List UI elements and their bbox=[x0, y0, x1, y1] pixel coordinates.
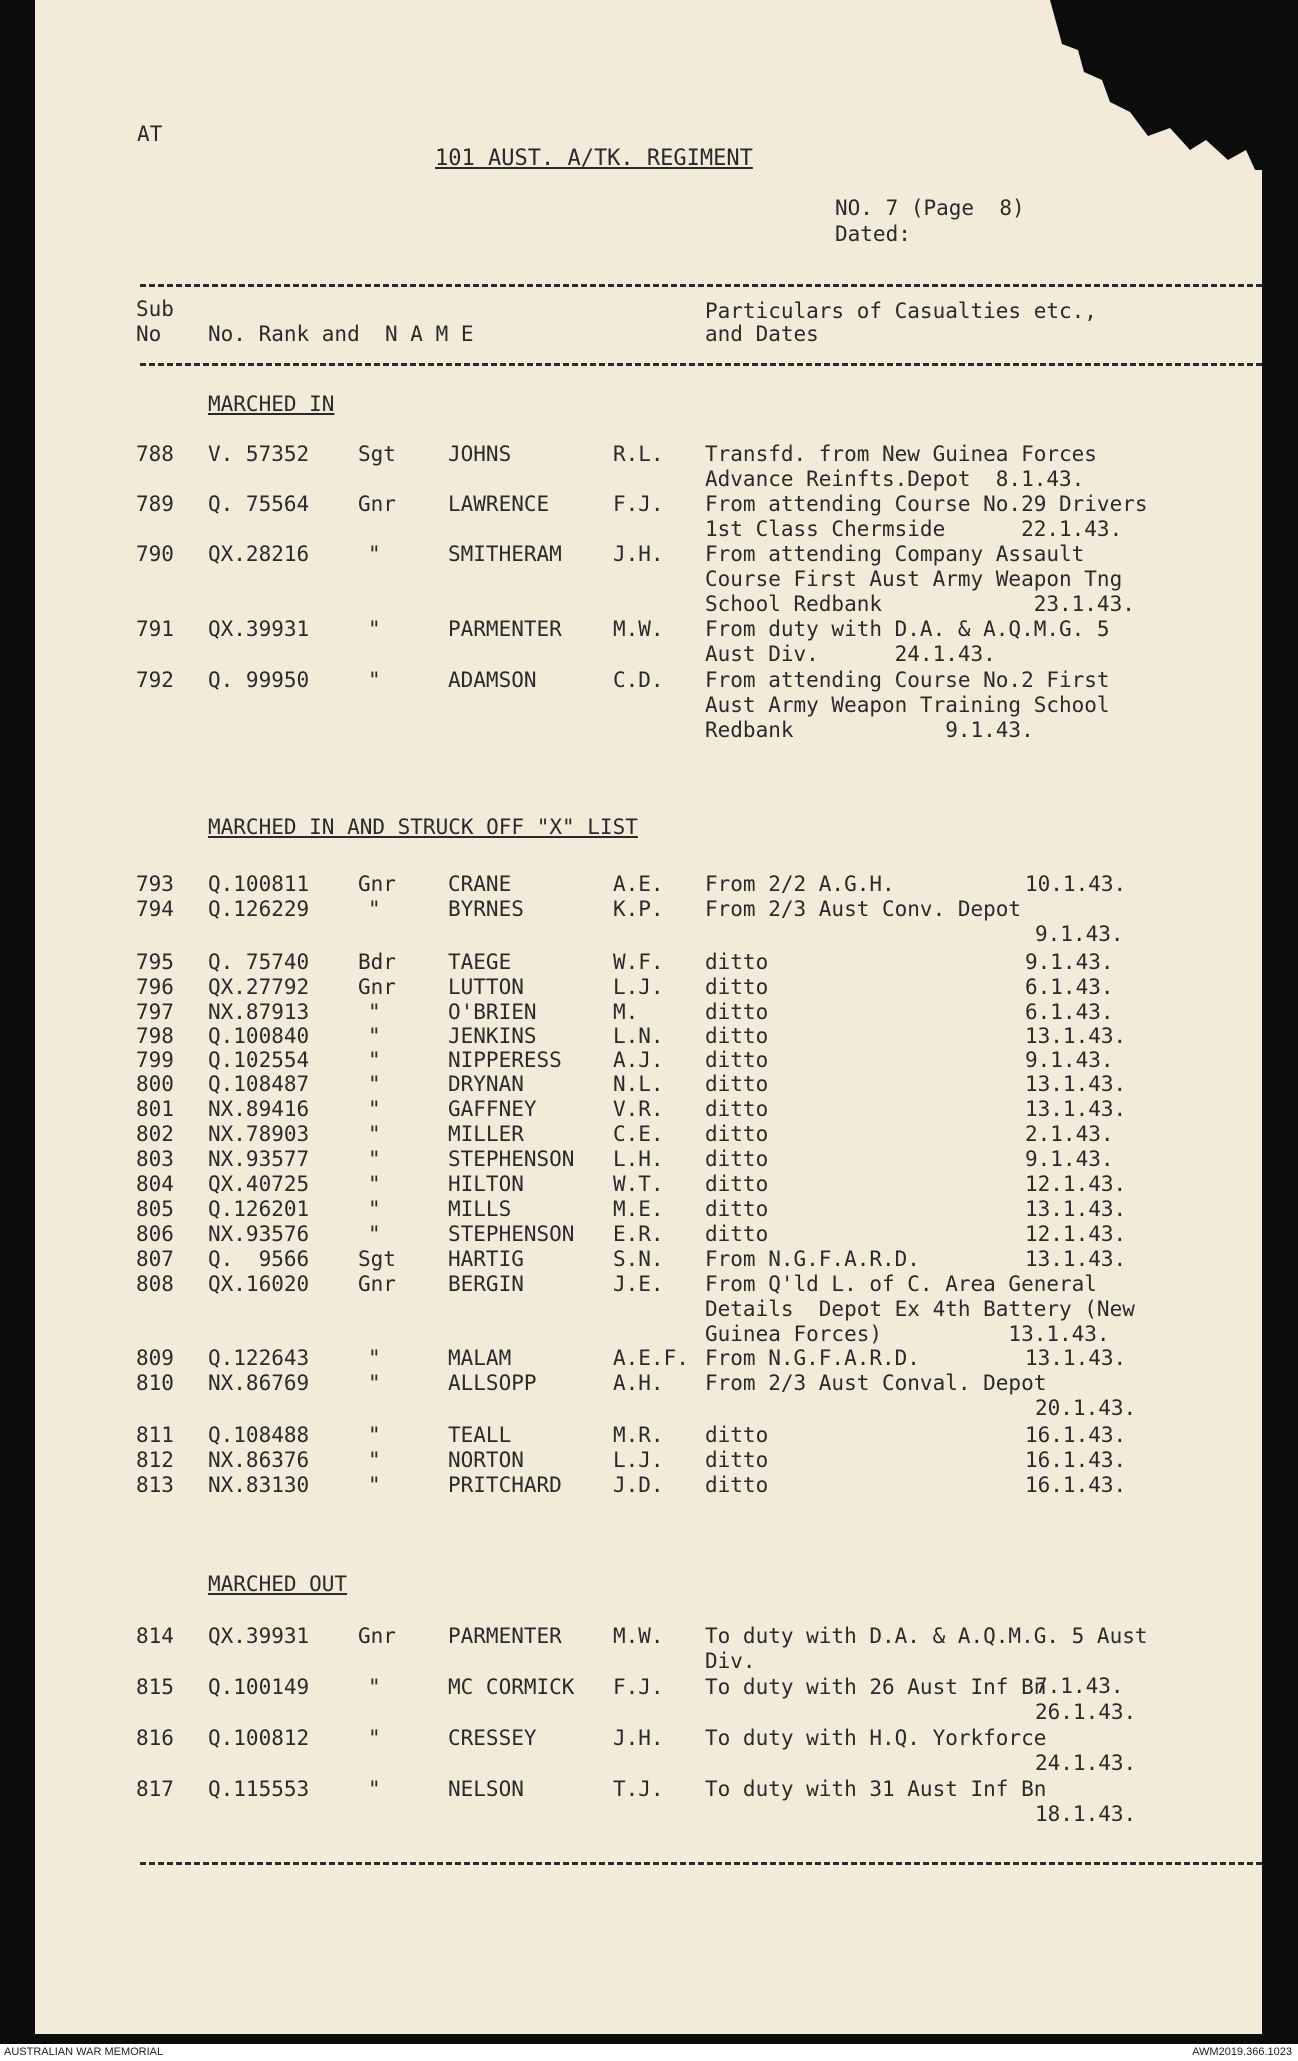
entry-particulars-line: From N.G.F.A.R.D. bbox=[705, 1247, 920, 1271]
entry-particulars-line: ditto bbox=[705, 1147, 769, 1171]
entry-sub-number: 789 bbox=[136, 492, 174, 516]
entry-sub-number: 817 bbox=[136, 1777, 174, 1801]
entry-name: MC CORMICK bbox=[448, 1675, 575, 1699]
entry-sub-number: 800 bbox=[136, 1072, 174, 1096]
header-sub: Sub bbox=[136, 297, 174, 321]
entry-rank: " bbox=[368, 1000, 381, 1024]
entry-service-number: Q.108488 bbox=[208, 1423, 310, 1447]
entry-sub-number: 815 bbox=[136, 1675, 174, 1699]
entry-rank: " bbox=[368, 617, 381, 641]
entry-name: CRESSEY bbox=[448, 1726, 537, 1750]
entry-rank: Bdr bbox=[358, 950, 396, 974]
entry-particulars-line: From N.G.F.A.R.D. bbox=[705, 1346, 920, 1370]
entry-sub-number: 791 bbox=[136, 617, 174, 641]
entry-rank: Gnr bbox=[358, 872, 396, 896]
entry-service-number: Q.100812 bbox=[208, 1726, 310, 1750]
entry-name: STEPHENSON bbox=[448, 1147, 575, 1171]
entry-particulars-line: 13.1.43. bbox=[1025, 1197, 1127, 1221]
entry-initials: A.J. bbox=[613, 1048, 664, 1072]
entry-initials: W.T. bbox=[613, 1172, 664, 1196]
entry-particulars-line: From 2/3 Aust Conv. Depot bbox=[705, 897, 1022, 921]
entry-rank: " bbox=[368, 1777, 381, 1801]
entry-rank: " bbox=[368, 1147, 381, 1171]
entry-particulars-line: Details Depot Ex 4th Battery (New bbox=[705, 1297, 1135, 1321]
entry-rank: " bbox=[368, 1726, 381, 1750]
entry-particulars-line: Aust Div. 24.1.43. bbox=[705, 642, 996, 666]
entry-sub-number: 792 bbox=[136, 668, 174, 692]
entry-rank: " bbox=[368, 1048, 381, 1072]
entry-rank: " bbox=[368, 542, 381, 566]
entry-service-number: QX.39931 bbox=[208, 617, 310, 641]
entry-sub-number: 812 bbox=[136, 1448, 174, 1472]
entry-particulars-line: Guinea Forces) 13.1.43. bbox=[705, 1322, 1110, 1346]
entry-sub-number: 806 bbox=[136, 1222, 174, 1246]
entry-initials: J.D. bbox=[613, 1473, 664, 1497]
entry-particulars-line: From 2/2 A.G.H. bbox=[705, 872, 895, 896]
divider-header bbox=[140, 363, 1262, 366]
divider-top bbox=[140, 284, 1262, 287]
entry-rank: Gnr bbox=[358, 1272, 396, 1296]
entry-service-number: NX.83130 bbox=[208, 1473, 310, 1497]
entry-particulars-line: ditto bbox=[705, 1473, 769, 1497]
footer-left: AUSTRALIAN WAR MEMORIAL bbox=[4, 2046, 164, 2058]
entry-sub-number: 793 bbox=[136, 872, 174, 896]
entry-rank: " bbox=[368, 1675, 381, 1699]
entry-name: CRANE bbox=[448, 872, 512, 896]
document-sheet bbox=[35, 0, 1262, 2034]
entry-rank: " bbox=[368, 1024, 381, 1048]
entry-initials: W.F. bbox=[613, 950, 664, 974]
entry-service-number: Q.108487 bbox=[208, 1072, 310, 1096]
entry-service-number: Q.100149 bbox=[208, 1675, 310, 1699]
entry-rank: " bbox=[368, 1072, 381, 1096]
entry-service-number: Q.102554 bbox=[208, 1048, 310, 1072]
entry-particulars-line: 2.1.43. bbox=[1025, 1122, 1114, 1146]
entry-particulars-line: ditto bbox=[705, 1222, 769, 1246]
entry-sub-number: 805 bbox=[136, 1197, 174, 1221]
entry-initials: T.J. bbox=[613, 1777, 664, 1801]
entry-particulars-line: 9.1.43. bbox=[1025, 950, 1114, 974]
entry-particulars-line: 26.1.43. bbox=[1035, 1700, 1137, 1724]
entry-name: LAWRENCE bbox=[448, 492, 550, 516]
entry-particulars-line: Redbank 9.1.43. bbox=[705, 718, 1034, 742]
entry-particulars-line: 1st Class Chermside 22.1.43. bbox=[705, 517, 1123, 541]
torn-corner bbox=[1020, 0, 1262, 170]
entry-sub-number: 798 bbox=[136, 1024, 174, 1048]
entry-particulars-line: Course First Aust Army Weapon Tng bbox=[705, 567, 1123, 591]
entry-particulars-line: 12.1.43. bbox=[1025, 1172, 1127, 1196]
entry-name: JOHNS bbox=[448, 442, 512, 466]
header-rank-name: No. Rank and N A M E bbox=[208, 322, 474, 346]
entry-rank: Gnr bbox=[358, 975, 396, 999]
entry-particulars-line: 6.1.43. bbox=[1025, 975, 1114, 999]
entry-particulars-line: ditto bbox=[705, 1448, 769, 1472]
entry-rank: " bbox=[368, 1222, 381, 1246]
section-heading: MARCHED OUT bbox=[208, 1572, 348, 1596]
entry-service-number: NX.93577 bbox=[208, 1147, 310, 1171]
entry-initials: A.E.F. bbox=[613, 1346, 689, 1370]
entry-initials: A.H. bbox=[613, 1371, 664, 1395]
entry-name: NIPPERESS bbox=[448, 1048, 562, 1072]
entry-particulars-line: ditto bbox=[705, 1048, 769, 1072]
header-particulars: Particulars of Casualties etc., bbox=[705, 299, 1097, 323]
entry-particulars-line: ditto bbox=[705, 1423, 769, 1447]
entry-particulars-line: 9.1.43. bbox=[1025, 1048, 1114, 1072]
entry-rank: " bbox=[368, 1097, 381, 1121]
entry-particulars-line: To duty with 26 Aust Inf Bn bbox=[705, 1675, 1047, 1699]
entry-rank: Gnr bbox=[358, 492, 396, 516]
entry-name: TAEGE bbox=[448, 950, 512, 974]
entry-initials: A.E. bbox=[613, 872, 664, 896]
entry-initials: L.J. bbox=[613, 1448, 664, 1472]
entry-service-number: QX.16020 bbox=[208, 1272, 310, 1296]
entry-initials: M.W. bbox=[613, 1624, 664, 1648]
entry-rank: " bbox=[368, 1172, 381, 1196]
entry-sub-number: 813 bbox=[136, 1473, 174, 1497]
entry-initials: R.L. bbox=[613, 442, 664, 466]
entry-particulars-line: Aust Army Weapon Training School bbox=[705, 693, 1110, 717]
entry-particulars-line: To duty with D.A. & A.Q.M.G. 5 Aust bbox=[705, 1624, 1148, 1648]
entry-initials: M.R. bbox=[613, 1423, 664, 1447]
entry-rank: " bbox=[368, 1423, 381, 1447]
at-label: AT bbox=[137, 122, 163, 146]
entry-particulars-line: ditto bbox=[705, 975, 769, 999]
entry-sub-number: 811 bbox=[136, 1423, 174, 1447]
entry-name: DRYNAN bbox=[448, 1072, 524, 1096]
entry-name: NELSON bbox=[448, 1777, 524, 1801]
entry-particulars-line: From duty with D.A. & A.Q.M.G. 5 bbox=[705, 617, 1110, 641]
entry-particulars-line: School Redbank 23.1.43. bbox=[705, 592, 1135, 616]
entry-service-number: QX.40725 bbox=[208, 1172, 310, 1196]
entry-name: TEALL bbox=[448, 1423, 512, 1447]
entry-rank: Gnr bbox=[358, 1624, 396, 1648]
entry-name: STEPHENSON bbox=[448, 1222, 575, 1246]
entry-particulars-line: 13.1.43. bbox=[1025, 1346, 1127, 1370]
entry-name: MILLER bbox=[448, 1122, 524, 1146]
entry-initials: F.J. bbox=[613, 492, 664, 516]
entry-initials: J.H. bbox=[613, 542, 664, 566]
entry-service-number: Q.115553 bbox=[208, 1777, 310, 1801]
entry-particulars-line: ditto bbox=[705, 1122, 769, 1146]
entry-rank: " bbox=[368, 668, 381, 692]
dated-label: Dated: bbox=[835, 222, 911, 246]
entry-particulars-line: 13.1.43. bbox=[1025, 1072, 1127, 1096]
entry-particulars-line: From 2/3 Aust Conval. Depot bbox=[705, 1371, 1047, 1395]
entry-sub-number: 804 bbox=[136, 1172, 174, 1196]
section-heading: MARCHED IN AND STRUCK OFF "X" LIST bbox=[208, 815, 638, 839]
entry-particulars-line: Div. bbox=[705, 1649, 756, 1673]
entry-service-number: V. 57352 bbox=[208, 442, 310, 466]
entry-initials: L.N. bbox=[613, 1024, 664, 1048]
entry-initials: S.N. bbox=[613, 1247, 664, 1271]
entry-particulars-line: ditto bbox=[705, 1072, 769, 1096]
entry-name: LUTTON bbox=[448, 975, 524, 999]
entry-service-number: QX.39931 bbox=[208, 1624, 310, 1648]
entry-sub-number: 803 bbox=[136, 1147, 174, 1171]
entry-sub-number: 799 bbox=[136, 1048, 174, 1072]
entry-particulars-line: 9.1.43. bbox=[1025, 1147, 1114, 1171]
entry-service-number: NX.78903 bbox=[208, 1122, 310, 1146]
entry-service-number: Q.122643 bbox=[208, 1346, 310, 1370]
entry-rank: " bbox=[368, 1122, 381, 1146]
entry-sub-number: 790 bbox=[136, 542, 174, 566]
entry-particulars-line: 13.1.43. bbox=[1025, 1247, 1127, 1271]
entry-service-number: QX.27792 bbox=[208, 975, 310, 999]
entry-particulars-line: 18.1.43. bbox=[1035, 1802, 1137, 1826]
entry-particulars-line: 13.1.43. bbox=[1025, 1097, 1127, 1121]
entry-service-number: NX.86769 bbox=[208, 1371, 310, 1395]
document-number: NO. 7 (Page 8) bbox=[835, 196, 1025, 220]
entry-particulars-line: ditto bbox=[705, 1172, 769, 1196]
entry-name: BERGIN bbox=[448, 1272, 524, 1296]
entry-initials: J.E. bbox=[613, 1272, 664, 1296]
footer-right: AWM2019.366.1023 bbox=[1192, 2046, 1292, 2058]
entry-initials: L.H. bbox=[613, 1147, 664, 1171]
entry-service-number: Q.126201 bbox=[208, 1197, 310, 1221]
entry-sub-number: 788 bbox=[136, 442, 174, 466]
entry-particulars-line: 10.1.43. bbox=[1025, 872, 1127, 896]
entry-name: O'BRIEN bbox=[448, 1000, 537, 1024]
entry-particulars-line: 16.1.43. bbox=[1025, 1448, 1127, 1472]
entry-name: MILLS bbox=[448, 1197, 512, 1221]
header-dates: and Dates bbox=[705, 322, 819, 346]
entry-rank: " bbox=[368, 1448, 381, 1472]
entry-initials: C.E. bbox=[613, 1122, 664, 1146]
entry-sub-number: 796 bbox=[136, 975, 174, 999]
entry-particulars-line: ditto bbox=[705, 1097, 769, 1121]
entry-sub-number: 808 bbox=[136, 1272, 174, 1296]
entry-initials: F.J. bbox=[613, 1675, 664, 1699]
entry-service-number: Q.126229 bbox=[208, 897, 310, 921]
entry-sub-number: 797 bbox=[136, 1000, 174, 1024]
entry-rank: Sgt bbox=[358, 442, 396, 466]
entry-name: ALLSOPP bbox=[448, 1371, 537, 1395]
entry-name: PRITCHARD bbox=[448, 1473, 562, 1497]
entry-initials: C.D. bbox=[613, 668, 664, 692]
entry-sub-number: 810 bbox=[136, 1371, 174, 1395]
entry-particulars-line: From Q'ld L. of C. Area General bbox=[705, 1272, 1097, 1296]
entry-initials: M. bbox=[613, 1000, 639, 1024]
entry-initials: E.R. bbox=[613, 1222, 664, 1246]
entry-service-number: Q.100811 bbox=[208, 872, 310, 896]
entry-particulars-line: Transfd. from New Guinea Forces bbox=[705, 442, 1097, 466]
entry-sub-number: 802 bbox=[136, 1122, 174, 1146]
entry-particulars-line: 20.1.43. bbox=[1035, 1396, 1137, 1420]
document-title: 101 AUST. A/TK. REGIMENT bbox=[435, 146, 753, 171]
entry-particulars-line: Advance Reinfts.Depot 8.1.43. bbox=[705, 467, 1085, 491]
footer bbox=[0, 2044, 1298, 2061]
entry-particulars-line: 9.1.43. bbox=[1035, 922, 1124, 946]
entry-initials: N.L. bbox=[613, 1072, 664, 1096]
entry-initials: K.P. bbox=[613, 897, 664, 921]
entry-particulars-line: 16.1.43. bbox=[1025, 1473, 1127, 1497]
header-no: No bbox=[136, 322, 162, 346]
entry-particulars-line: To duty with H.Q. Yorkforce bbox=[705, 1726, 1047, 1750]
entry-name: HILTON bbox=[448, 1172, 524, 1196]
entry-name: HARTIG bbox=[448, 1247, 524, 1271]
entry-service-number: Q. 75564 bbox=[208, 492, 310, 516]
entry-rank: " bbox=[368, 1346, 381, 1370]
entry-name: SMITHERAM bbox=[448, 542, 562, 566]
entry-service-number: Q. 75740 bbox=[208, 950, 310, 974]
entry-particulars-line: To duty with 31 Aust Inf Bn bbox=[705, 1777, 1047, 1801]
entry-service-number: Q. 99950 bbox=[208, 668, 310, 692]
entry-particulars-line: From attending Course No.2 First bbox=[705, 668, 1110, 692]
entry-rank: " bbox=[368, 1473, 381, 1497]
entry-sub-number: 814 bbox=[136, 1624, 174, 1648]
entry-sub-number: 794 bbox=[136, 897, 174, 921]
entry-initials: M.W. bbox=[613, 617, 664, 641]
entry-rank: " bbox=[368, 897, 381, 921]
entry-initials: V.R. bbox=[613, 1097, 664, 1121]
entry-name: NORTON bbox=[448, 1448, 524, 1472]
entry-service-number: Q. 9566 bbox=[208, 1247, 310, 1271]
entry-name: MALAM bbox=[448, 1346, 512, 1370]
entry-particulars-line: From attending Company Assault bbox=[705, 542, 1085, 566]
section-heading: MARCHED IN bbox=[208, 392, 335, 416]
entry-sub-number: 816 bbox=[136, 1726, 174, 1750]
entry-sub-number: 807 bbox=[136, 1247, 174, 1271]
entry-name: GAFFNEY bbox=[448, 1097, 537, 1121]
entry-particulars-line: ditto bbox=[705, 950, 769, 974]
entry-initials: J.H. bbox=[613, 1726, 664, 1750]
entry-sub-number: 801 bbox=[136, 1097, 174, 1121]
divider-bottom bbox=[140, 1862, 1262, 1865]
entry-sub-number: 795 bbox=[136, 950, 174, 974]
entry-name: ADAMSON bbox=[448, 668, 537, 692]
entry-particulars-line: 7.1.43. bbox=[1035, 1674, 1124, 1698]
entry-service-number: NX.89416 bbox=[208, 1097, 310, 1121]
entry-particulars-line: 24.1.43. bbox=[1035, 1751, 1137, 1775]
entry-name: PARMENTER bbox=[448, 617, 562, 641]
entry-particulars-line: ditto bbox=[705, 1000, 769, 1024]
entry-service-number: NX.93576 bbox=[208, 1222, 310, 1246]
entry-particulars-line: From attending Course No.29 Drivers bbox=[705, 492, 1148, 516]
entry-rank: Sgt bbox=[358, 1247, 396, 1271]
entry-particulars-line: ditto bbox=[705, 1024, 769, 1048]
entry-initials: M.E. bbox=[613, 1197, 664, 1221]
entry-service-number: QX.28216 bbox=[208, 542, 310, 566]
entry-particulars-line: ditto bbox=[705, 1197, 769, 1221]
entry-particulars-line: 12.1.43. bbox=[1025, 1222, 1127, 1246]
entry-particulars-line: 16.1.43. bbox=[1025, 1423, 1127, 1447]
entry-particulars-line: 13.1.43. bbox=[1025, 1024, 1127, 1048]
entry-particulars-line: 6.1.43. bbox=[1025, 1000, 1114, 1024]
entry-service-number: NX.86376 bbox=[208, 1448, 310, 1472]
entry-service-number: Q.100840 bbox=[208, 1024, 310, 1048]
entry-initials: L.J. bbox=[613, 975, 664, 999]
entry-name: PARMENTER bbox=[448, 1624, 562, 1648]
entry-rank: " bbox=[368, 1197, 381, 1221]
entry-rank: " bbox=[368, 1371, 381, 1395]
entry-service-number: NX.87913 bbox=[208, 1000, 310, 1024]
entry-sub-number: 809 bbox=[136, 1346, 174, 1370]
entry-name: JENKINS bbox=[448, 1024, 537, 1048]
entry-name: BYRNES bbox=[448, 897, 524, 921]
